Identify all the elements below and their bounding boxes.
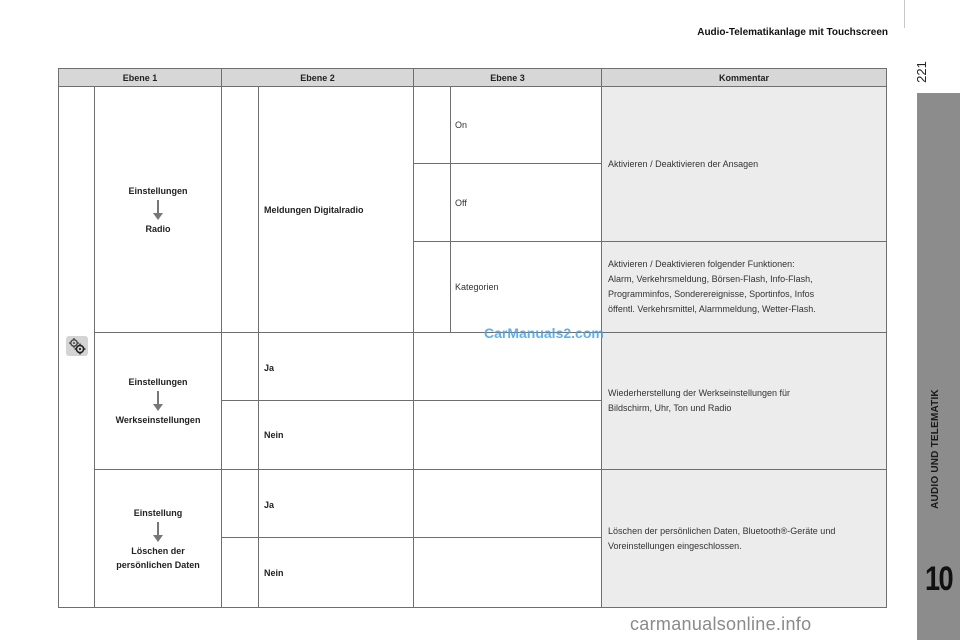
footer-watermark: carmanualsonline.info <box>630 614 812 634</box>
empty-level3-cell <box>414 401 602 470</box>
settings-gear-icon <box>66 336 88 356</box>
page-number: 221 <box>914 61 929 83</box>
column-header-ebene-1: Ebene 1 <box>59 69 222 87</box>
comment-announcements: Aktivieren / Deaktivieren der Ansagen <box>602 87 887 242</box>
chapter-side-label: AUDIO UND TELEMATIK <box>930 389 941 509</box>
empty-level3-cell <box>414 333 602 401</box>
level1-delete-personal-data <box>95 470 222 608</box>
settings-table <box>58 68 886 609</box>
comment-line: Voreinstellungen eingeschlossen. <box>608 540 742 551</box>
table-row <box>59 333 887 401</box>
level1-label-bottom: persönlichen Daten <box>116 559 200 570</box>
level1-label-top: Einstellung <box>133 507 183 518</box>
level1-factory-settings <box>95 333 222 470</box>
level1-label-top: Einstellungen <box>128 185 188 196</box>
level2-option-yes: Ja <box>259 333 414 401</box>
level1-radio-settings <box>95 87 222 333</box>
empty-level3-cell <box>414 538 602 608</box>
level3-option-categories: Kategorien <box>451 242 602 333</box>
table-row <box>59 470 887 538</box>
watermark-text: CarManuals2.com <box>484 325 604 341</box>
spacer-cell <box>222 538 259 608</box>
spacer-cell <box>414 87 451 164</box>
column-header-ebene-2: Ebene 2 <box>222 69 414 87</box>
table-row <box>59 87 887 164</box>
arrow-down-icon <box>153 522 163 542</box>
spacer-cell <box>222 333 259 401</box>
comment-line: Löschen der persönlichen Daten, Bluetooth®-Geräte und <box>608 525 836 536</box>
comment-line: Programminfos, Sonderereignisse, Sportinfos, Infos <box>608 289 815 299</box>
spacer-cell <box>222 470 259 538</box>
settings-icon-cell <box>59 87 95 608</box>
level1-label-bottom: Werkseinstellungen <box>115 415 201 425</box>
table-header-row <box>59 69 887 87</box>
spacer-cell <box>222 401 259 470</box>
header-title: Audio-Telematikanlage mit Touchscreen <box>697 27 888 38</box>
comment-line: Alarm, Verkehrsmeldung, Börsen-Flash, Info-Flash, <box>608 274 813 284</box>
arrow-down-icon <box>153 200 163 220</box>
comment-line: Aktivieren / Deaktivieren folgender Funktionen: <box>608 259 795 269</box>
comment-delete-data <box>602 470 887 608</box>
top-divider <box>904 0 905 28</box>
comment-factory-reset <box>602 333 887 470</box>
comment-line: Bildschirm, Uhr, Ton und Radio <box>608 403 732 413</box>
column-header-kommentar: Kommentar <box>602 69 887 87</box>
spacer-cell <box>414 242 451 333</box>
level2-option-yes: Ja <box>259 470 414 538</box>
level1-label-bottom: Radio <box>145 223 171 234</box>
level1-label-top: Einstellungen <box>128 377 188 387</box>
level1-label-bottom: Löschen der <box>131 545 185 556</box>
level2-option-no: Nein <box>259 401 414 470</box>
chapter-number: 10 <box>924 560 953 598</box>
level2-option-no: Nein <box>259 538 414 608</box>
comment-line: Wiederherstellung der Werkseinstellungen für <box>608 388 790 398</box>
arrow-down-icon <box>153 391 163 411</box>
comment-categories <box>602 242 887 333</box>
level3-option-on: On <box>451 87 602 164</box>
column-header-ebene-3: Ebene 3 <box>414 69 602 87</box>
comment-line: öffentl. Verkehrsmittel, Alarmmeldung, Wetter-Flash. <box>608 304 816 314</box>
empty-level3-cell <box>414 470 602 538</box>
level2-digital-radio-messages: Meldungen Digitalradio <box>259 87 414 333</box>
spacer-cell <box>222 87 259 333</box>
level3-option-off: Off <box>451 164 602 242</box>
spacer-cell <box>414 164 451 242</box>
